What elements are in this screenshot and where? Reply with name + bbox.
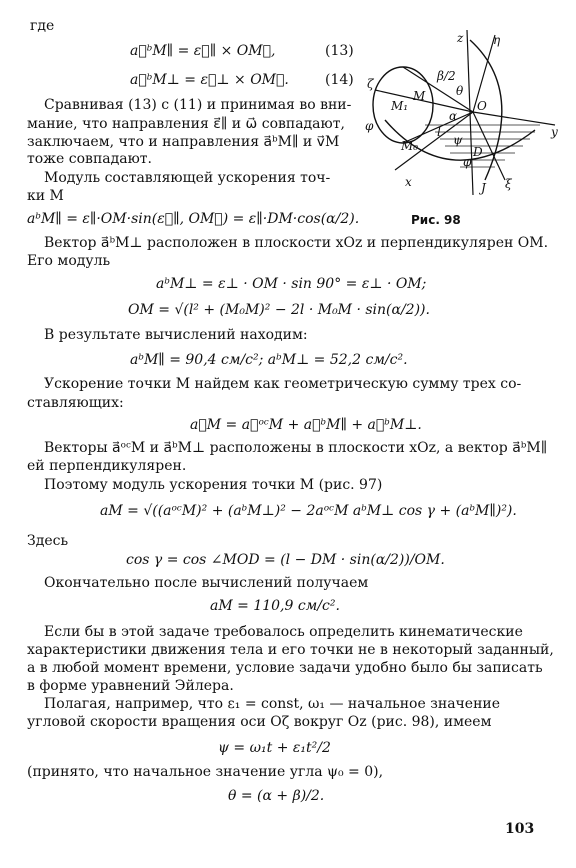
equation: a⃗M = a⃗ᵒᶜM + a⃗ᵇM∥ + a⃗ᵇM⊥. (190, 417, 422, 433)
label-alpha: α (449, 109, 458, 123)
text-line: Полагая, например, что ε₁ = const, ω₁ — начальное значение (44, 696, 501, 712)
figure-98 (355, 30, 565, 230)
text-line: мание, что направления ε⃗∥ и ω⃗ совпадают, (27, 116, 345, 132)
equation: aᵇM∥ = 90,4 см/с²; aᵇM⊥ = 52,2 см/с². (130, 352, 408, 368)
label-m: M (413, 89, 426, 103)
text-line: Поэтому модуль ускорения точки M (рис. 97) (44, 477, 383, 493)
equation: aM = √((aᵒᶜM)² + (aᵇM⊥)² − 2aᵒᶜM aᵇM⊥ cos γ + (aᵇM∥)²). (100, 503, 517, 519)
figure-caption: Рис. 98 (411, 213, 461, 227)
equation-number: (14) (325, 72, 354, 88)
equation: aᵇM∥ = ε∥·OM·sin(ε⃗∥, OM⃗) = ε∥·DM·cos(α/2). (27, 211, 360, 227)
label-xi: ξ (505, 177, 512, 191)
text-line: угловой скорости вращения оси Oζ вокруг Oz (рис. 98), имеем (27, 714, 492, 730)
text-line: Векторы a⃗ᵒᶜM и a⃗ᵇM⊥ расположены в плоскости xOz, а вектор a⃗ᵇM∥ (44, 440, 548, 456)
text-line: Окончательно после вычислений получаем (44, 575, 369, 591)
label-theta: θ (456, 84, 464, 98)
page-number: 103 (505, 821, 535, 837)
text-line: Его модуль (27, 253, 111, 269)
equation: ψ = ω₁t + ε₁t²/2 (218, 740, 331, 756)
equation: cos γ = cos ∠MOD = (l − DM · sin(α/2))/OM. (126, 552, 445, 568)
label-z: z (457, 31, 464, 45)
text-line: Ускорение точки M найдем как геометрическую сумму трех со- (44, 376, 522, 392)
text-line: где (30, 18, 55, 34)
text-line: Вектор a⃗ᵇM⊥ расположен в плоскости xOz и перпендикулярен OM. (44, 235, 549, 251)
text-line: заключаем, что и направления a⃗ᵇM∥ и v⃗M (27, 134, 340, 150)
text-line: В результате вычислений находим: (44, 327, 308, 343)
label-o: O (477, 99, 487, 113)
figure-diagram (355, 30, 565, 200)
equation: θ = (α + β)/2. (228, 788, 325, 804)
equation: aᵇM⊥ = ε⊥ · OM · sin 90° = ε⊥ · OM; (156, 276, 427, 292)
label-psi: ψ (453, 133, 463, 147)
text-line: в форме уравнений Эйлера. (27, 678, 234, 694)
label-zeta: ζ (367, 77, 374, 91)
label-l: l (437, 125, 441, 139)
text-line: Здесь (27, 533, 69, 549)
equation-number: (13) (325, 43, 354, 59)
equation-14: a⃗ᵇM⊥ = ε⃗⊥ × OM⃗. (130, 72, 289, 88)
equation-13: a⃗ᵇM∥ = ε⃗∥ × OM⃗, (130, 43, 276, 59)
label-phi2: φ (463, 155, 472, 169)
label-phi: φ (365, 119, 374, 133)
equation: OM = √(l² + (M₀M)² − 2l · M₀M · sin(α/2)). (128, 302, 430, 318)
text-line: (принято, что начальное значение угла ψ₀ = 0), (27, 764, 384, 780)
label-x: x (405, 175, 412, 189)
text-line: характеристики движения тела и его точки не в некоторый заданный, (27, 642, 554, 658)
label-y: y (551, 125, 558, 139)
label-j: J (481, 181, 486, 195)
equation: aM = 110,9 см/с². (210, 598, 340, 614)
label-m0: M₀ (401, 139, 419, 153)
text-line: ставляющих: (27, 395, 124, 411)
text-line: Если бы в этой задаче требовалось определить кинематические (44, 624, 523, 640)
label-beta: β/2 (437, 69, 456, 83)
label-eta: η (493, 33, 501, 47)
text-line: Сравнивая (13) с (11) и принимая во вни- (44, 97, 352, 113)
text-line: Модуль составляющей ускорения точ- (44, 170, 331, 186)
text-line: ей перпендикулярен. (27, 458, 187, 474)
label-m1: M₁ (391, 99, 409, 113)
text-line: ки M (27, 188, 64, 204)
label-d: D (473, 145, 483, 159)
text-line: тоже совпадают. (27, 151, 152, 167)
text-line: а в любой момент времени, условие задачи удобно было бы записать (27, 660, 543, 676)
